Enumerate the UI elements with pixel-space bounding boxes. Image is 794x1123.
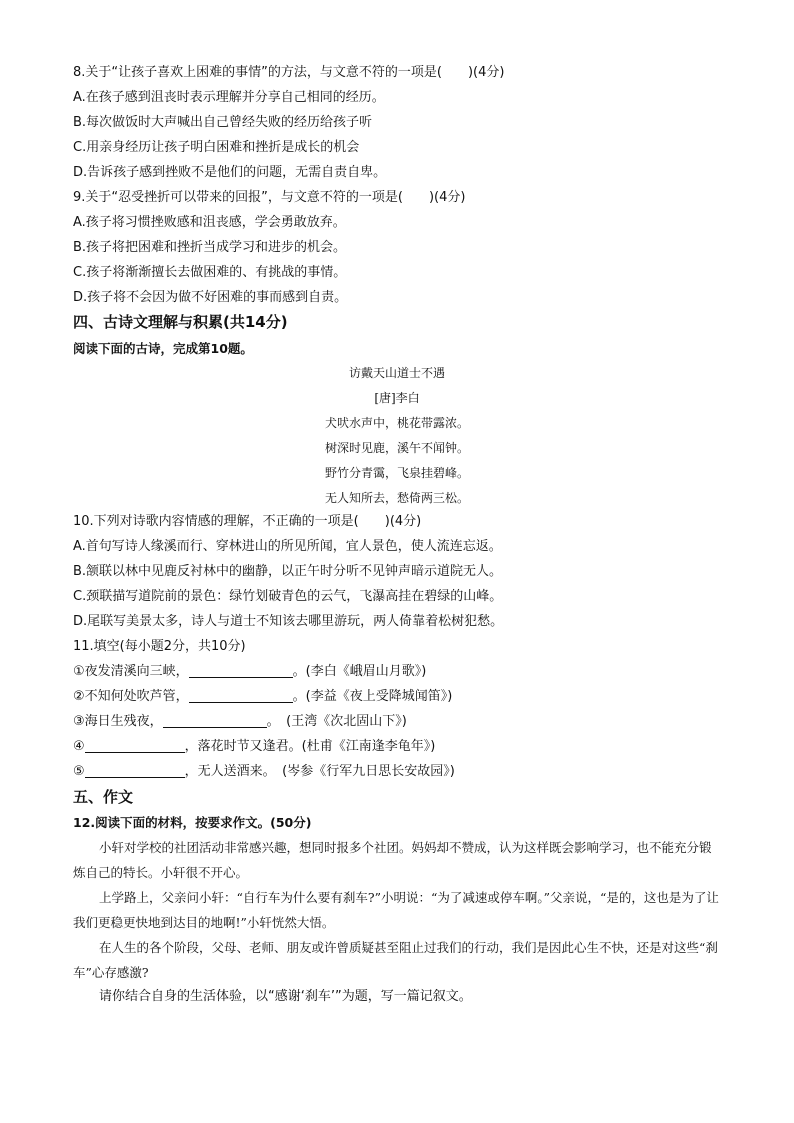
section-5-heading: 五、作文 (73, 788, 134, 806)
material-paragraph-1: 小轩对学校的社团活动非常感兴趣，想同时报多个社团。妈妈却不赞成，认为这样既会影响学习，也不能充分锻炼自己的特长。小轩很不开心。 (73, 840, 712, 880)
question-9-option-d: D.孩子将不会因为做不好困难的事而感到自责。 (73, 290, 348, 305)
fill-item-5 (73, 763, 455, 781)
question-8-option-b: B.每次做饭时大声喊出自己曾经失败的经历给孩子听 (73, 115, 373, 130)
question-9-option-a: A.孩子将习惯挫败感和沮丧感，学会勇敢放弃。 (73, 215, 346, 230)
question-8-option-a: A.在孩子感到沮丧时表示理解并分享自己相同的经历。 (73, 90, 385, 105)
question-11-stem: 11.填空(每小题2分，共10分) (73, 639, 246, 654)
fill-item-3-pre: ③海日生残夜， (73, 714, 163, 729)
question-8-option-c: C.用亲身经历让孩子明白困难和挫折是成长的机会 (73, 140, 360, 155)
material-paragraph-3: 在人生的各个阶段，父母、老师、朋友或许曾质疑甚至阻止过我们的行动，我们是因此心生不快，还是对这些“刹车”心存感激? (73, 940, 718, 980)
question-8-stem: 8.关于“让孩子喜欢上困难的事情”的方法，与文意不符的一项是( )(4分) (73, 65, 505, 80)
fill-item-4-post: ，落花时节又逢君。(杜甫《江南逢李龟年》) (184, 739, 436, 754)
question-9-stem: 9.关于“忍受挫折可以带来的回报”，与文意不符的一项是( )(4分) (73, 190, 466, 205)
question-10-option-d: D.尾联写美景太多，诗人与道士不知该去哪里游玩，两人倚靠着松树犯愁。 (73, 614, 504, 629)
question-10-option-a: A.首句写诗人缘溪而行、穿林进山的所见所闻，宜人景色，使人流连忘返。 (73, 539, 502, 554)
question-9-option-b: B.孩子将把困难和挫折当成学习和进步的机会。 (73, 240, 347, 255)
writing-task: 请你结合自身的生活体验，以“感谢‘刹车’”为题，写一篇记叙文。 (99, 989, 472, 1004)
question-10-stem: 10.下列对诗歌内容情感的理解，不正确的一项是( )(4分) (73, 514, 422, 529)
fill-item-1-pre: ①夜发清溪向三峡， (73, 664, 189, 679)
section-4-instruction: 阅读下面的古诗，完成第10题。 (73, 341, 253, 356)
fill-blank-5[interactable] (85, 763, 185, 778)
fill-item-4-pre: ④ (73, 739, 85, 754)
fill-item-2 (73, 688, 452, 706)
poem-line-1: 犬吠水声中，桃花带露浓。 (324, 416, 469, 430)
fill-item-4 (73, 738, 435, 756)
fill-item-1 (73, 663, 426, 681)
fill-blank-4[interactable] (85, 738, 185, 753)
section-4-heading: 四、古诗文理解与积累(共14分) (73, 313, 288, 331)
question-8-option-d: D.告诉孩子感到挫败不是他们的问题，无需自责自卑。 (73, 165, 387, 180)
fill-item-2-post: 。(李益《夜上受降城闻笛》) (292, 689, 453, 704)
fill-item-1-post: 。(李白《峨眉山月歌》) (292, 664, 427, 679)
fill-blank-1[interactable] (189, 663, 293, 678)
fill-blank-3[interactable] (163, 713, 267, 728)
poem-line-2: 树深时见鹿，溪午不闻钟。 (324, 441, 469, 455)
fill-item-3 (73, 713, 407, 731)
fill-item-2-pre: ②不知何处吹芦管， (73, 689, 189, 704)
poem-title: 访戴天山道士不遇 (348, 366, 445, 380)
fill-item-3-post: 。 (王湾《次北固山下》) (266, 714, 407, 729)
fill-item-5-post: ，无人送酒来。 (岑参《行军九日思长安故园》) (184, 764, 455, 779)
question-12-stem: 12.阅读下面的材料，按要求作文。(50分) (73, 815, 312, 830)
poem-author: [唐]李白 (374, 391, 420, 405)
fill-item-5-pre: ⑤ (73, 764, 85, 779)
poem-line-4: 无人知所去，愁倚两三松。 (324, 491, 469, 505)
fill-blank-2[interactable] (189, 688, 293, 703)
question-9-option-c: C.孩子将渐渐擅长去做困难的、有挑战的事情。 (73, 265, 347, 280)
question-10-option-b: B.颔联以林中见鹿反衬林中的幽静，以正午时分听不见钟声暗示道院无人。 (73, 564, 503, 579)
question-10-option-c: C.颈联描写道院前的景色：绿竹划破青色的云气，飞瀑高挂在碧绿的山峰。 (73, 589, 503, 604)
poem-line-3: 野竹分青霭，飞泉挂碧峰。 (324, 466, 469, 480)
material-paragraph-2: 上学路上，父亲问小轩：“自行车为什么要有刹车?”小明说：“为了减速或停车啊。”父亲说，“是的，这也是为了让我们更稳更快地到达目的地啊!”小轩恍然大悟。 (73, 890, 719, 930)
